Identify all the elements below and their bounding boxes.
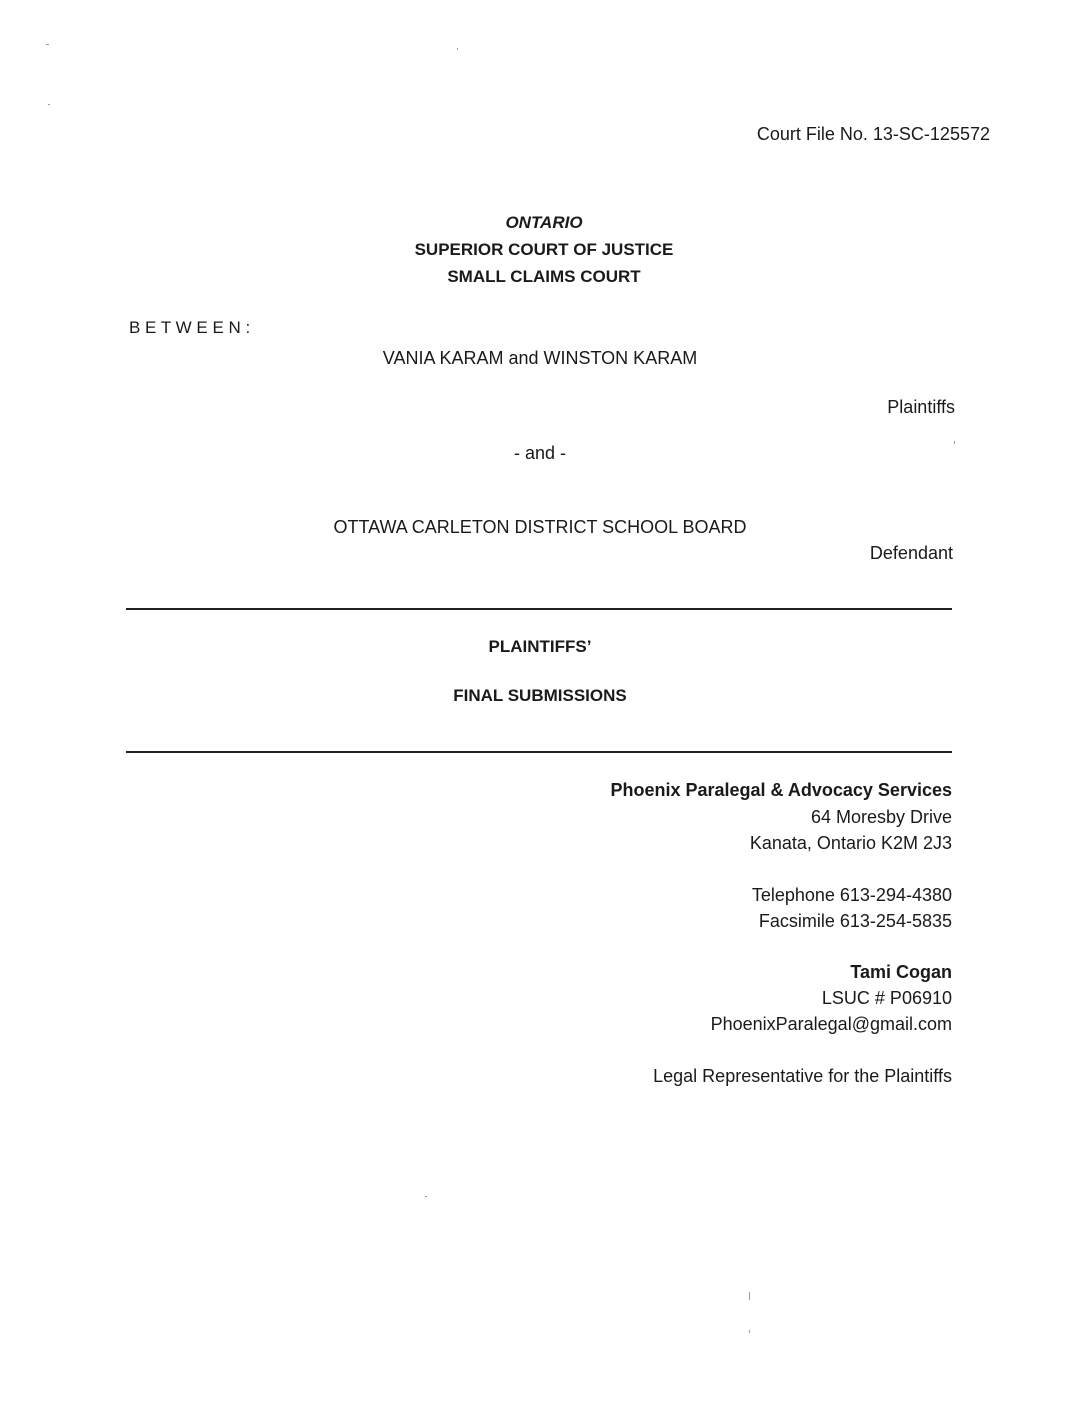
telephone: Telephone 613-294-4380 [751,885,952,905]
scan-speck [425,1196,427,1197]
lsuc-number: LSUC # P06910 [821,988,952,1008]
document-title-line1: PLAINTIFFS’ [488,637,592,656]
plaintiffs-role: Plaintiffs [887,397,955,417]
scan-speck [749,1330,750,1333]
address-line1: 64 Moresby Drive [810,807,952,827]
email-address: PhoenixParalegal@gmail.com [710,1014,952,1034]
bottom-divider [126,751,952,753]
address-line2: Kanata, Ontario K2M 2J3 [749,833,952,853]
top-divider [126,608,952,610]
court-file-number: Court File No. 13-SC-125572 [756,124,990,144]
scan-speck [46,44,49,45]
scan-speck [749,1292,750,1300]
facsimile: Facsimile 613-254-5835 [758,911,952,931]
and-separator: - and - [513,443,567,463]
scan-speck [457,48,458,50]
representative-role: Legal Representative for the Plaintiffs [653,1066,952,1086]
division-heading: SMALL CLAIMS COURT [447,267,641,286]
defendant-name: OTTAWA CARLETON DISTRICT SCHOOL BOARD [333,517,747,537]
scan-speck [48,104,50,105]
court-heading: SUPERIOR COURT OF JUSTICE [414,240,674,259]
jurisdiction-heading: ONTARIO [505,213,583,232]
defendant-role: Defendant [869,543,953,563]
firm-name: Phoenix Paralegal & Advocacy Services [610,780,952,800]
representative-name: Tami Cogan [850,962,952,982]
scan-speck [954,441,955,444]
between-label: B E T W E E N : [129,318,251,337]
document-title-line2: FINAL SUBMISSIONS [453,686,627,705]
plaintiffs-names: VANIA KARAM and WINSTON KARAM [382,348,698,368]
